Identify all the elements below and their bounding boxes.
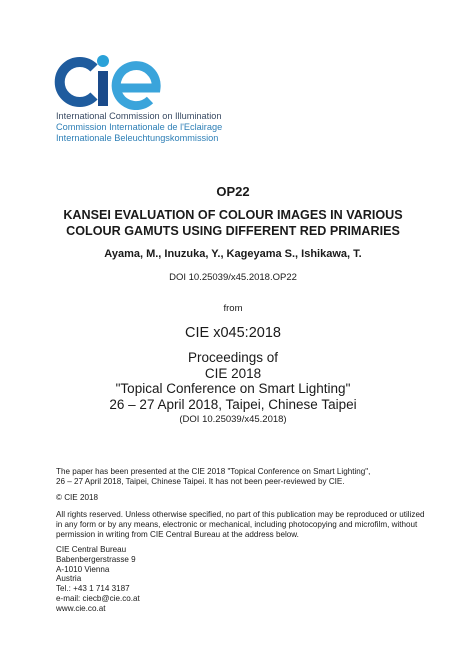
paper-title	[0, 208, 466, 239]
address-line: A-1010 Vienna	[56, 564, 110, 574]
rights-line: in any form or by any means, electronic or mechanical, including photocopying and microfilm, without	[56, 519, 418, 529]
notice-line: 26 – 27 April 2018, Taipei, Chinese Taipei. It has not been peer-reviewed by CIE.	[56, 476, 345, 486]
proceedings-doi: (DOI 10.25039/x45.2018)	[179, 414, 287, 425]
org-name-fr: Commission Internationale de l'Eclairage	[56, 122, 223, 132]
website: www.cie.co.at	[56, 603, 106, 613]
rights-line: All rights reserved. Unless otherwise specified, no part of this publication may be reproduced or utilized	[56, 510, 425, 519]
proceedings-line: 26 – 27 April 2018, Taipei, Chinese Taipei	[109, 396, 357, 412]
paper-title-line: KANSEI EVALUATION OF COLOUR IMAGES IN VARIOUS	[63, 208, 403, 222]
rights-statement	[56, 510, 426, 539]
address-line: Babenbergerstrasse 9	[56, 554, 136, 564]
organization-names	[56, 111, 222, 144]
proceedings-line: CIE 2018	[204, 365, 262, 381]
paper-code: OP22	[216, 184, 250, 199]
rights-line: permission in writing from CIE Central Bureau at the address below.	[56, 529, 299, 539]
presentation-notice	[56, 467, 426, 487]
email-address: e-mail: ciecb@cie.co.at	[56, 593, 140, 603]
phone-number: Tel.: +43 1 714 3187	[56, 584, 130, 594]
publication-number: CIE x045:2018	[185, 325, 281, 341]
cie-logo	[54, 54, 164, 110]
proceedings-line: Proceedings of	[187, 350, 279, 365]
address-line: Austria	[56, 574, 82, 584]
copyright: © CIE 2018	[56, 493, 98, 502]
paper-doi: DOI 10.25039/x45.2018.OP22	[169, 272, 297, 283]
org-name-en: International Commission on Illumination	[56, 111, 222, 121]
paper-title-line: COLOUR GAMUTS USING DIFFERENT RED PRIMARIES	[66, 223, 400, 238]
address-line: CIE Central Bureau	[56, 545, 127, 554]
contact-address	[56, 545, 426, 614]
org-name-de: Internationale Beleuchtungskommission	[56, 133, 219, 143]
from-label: from	[223, 303, 243, 314]
notice-line: The paper has been presented at the CIE 2018 "Topical Conference on Smart Lighting",	[56, 467, 371, 476]
paper-authors: Ayama, M., Inuzuka, Y., Kageyama S., Ishikawa, T.	[104, 248, 362, 260]
proceedings-line: "Topical Conference on Smart Lighting"	[115, 381, 351, 396]
proceedings-info	[0, 350, 466, 412]
